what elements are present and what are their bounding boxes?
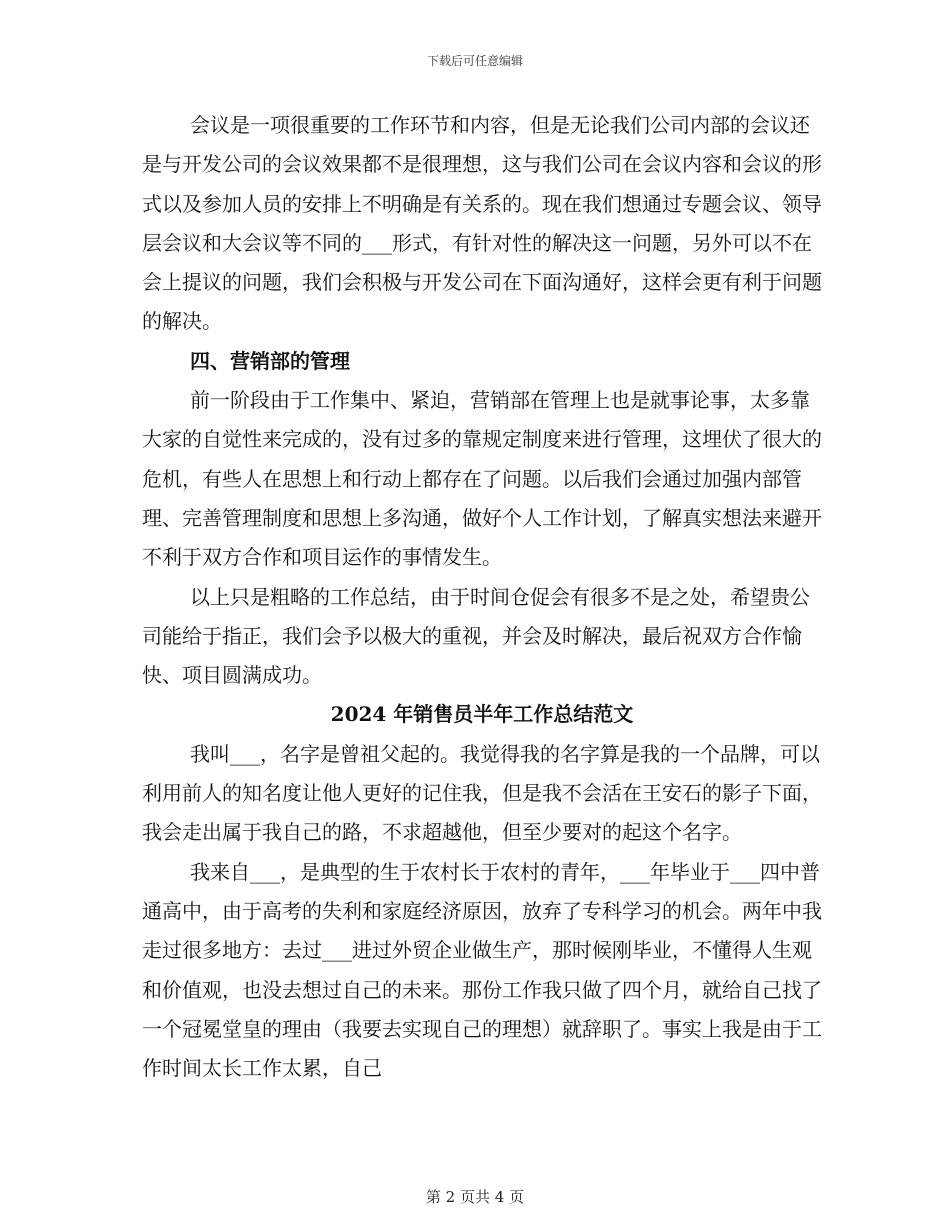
paragraph-name: 我叫___，名字是曾祖父起的。我觉得我的名字算是我的一个品牌，可以利用前人的知名度让他人更好的记住我，但是我不会活在王安石的影子下面，我会走出属于我自己的路，不求超越他，但至少要对的起这个名字。 [142,741,822,845]
section-heading-marketing-management: 四、营销部的管理 [190,348,350,373]
page-header: 下载后可任意编辑 [426,54,523,68]
paragraph-management: 前一阶段由于工作集中、紧迫，营销部在管理上也是就事论事，太多靠大家的自觉性来完成的，没有过多的靠规定制度来进行管理，这埋伏了很大的危机，有些人在思想上和行动上都存在了问题。以后我们会通过加强内部管理、完善管理制度和思想上多沟通，做好个人工作计划，了解真实想法来避开不利于双方合作和项目运作的事情发生。 [142,388,822,570]
paragraph-meeting: 会议是一项很重要的工作环节和内容，但是无论我们公司内部的会议还是与开发公司的会议效果都不是很理想，这与我们公司在会议内容和会议的形式以及参加人员的安排上不明确是有关系的。现在我们想通过专题会议、领导层会议和大会议等不同的___形式，有针对性的解决这一问题，另外可以不在会上提议的问题，我们会积极与开发公司在下面沟通好，这样会更有利于问题的解决。 [142,113,822,334]
page-footer: 第 2 页共 4 页 [425,1188,525,1206]
paragraph-origin: 我来自___，是典型的生于农村长于农村的青年，___年毕业于___四中普通高中，由于高考的失利和家庭经济原因，放弃了专科学习的机会。两年中我走过很多地方：去过___进过外贸企业做生产，那时候刚毕业，不懂得人生观和价值观，也没去想过自己的未来。那份工作我只做了四个月，就给自己找了一个冠冕堂皇的理由（我要去实现自己的理想）就辞职了。事实上我是由于工作时间太长工作太累，自己 [142,859,822,1081]
document-body [142,106,822,1088]
paragraph-closing: 以上只是粗略的工作总结，由于时间仓促会有很多不是之处，希望贵公司能给于指正，我们会予以极大的重视，并会及时解决，最后祝双方合作愉快、项目圆满成功。 [142,584,810,688]
article-title: 2024 年销售员半年工作总结范文 [330,702,634,727]
